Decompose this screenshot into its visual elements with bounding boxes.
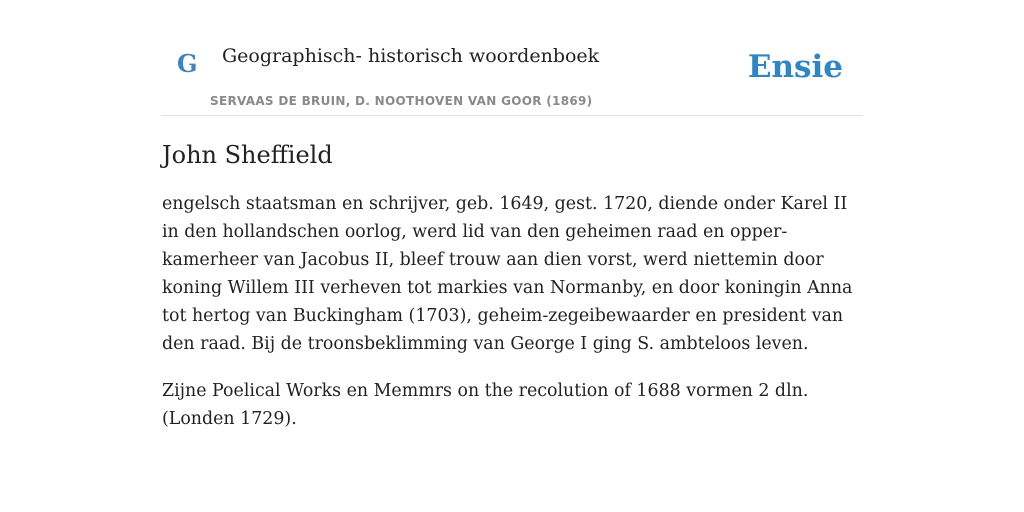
entry-content (162, 138, 862, 452)
book-authors: SERVAAS DE BRUIN, D. NOOTHOVEN VAN GOOR (1869) (210, 94, 593, 108)
entry-title: John Sheffield (162, 141, 333, 169)
ensie-logo-link[interactable]: Ensie (747, 49, 843, 85)
entry-paragraph: Zijne Poelical Works en Memmrs on the recolution of 1688 vormen 2 dln. (Londen 1729). (162, 381, 809, 429)
book-header (162, 0, 862, 116)
entry-paragraph: engelsch staatsman en schrijver, geb. 1649, gest. 1720, diende onder Karel II in den hollandschen oorlog, werd lid van den geheimen raad en opper-kamerheer van Jacobus II, bleef trouw aan dien vorst, werd niettemin door koning Willem III verheven tot markies van Normanby, en door koningin Anna tot hertog van Buckingham (1703), geheim-zegeibewaarder en president van den raad. Bij de troonsbeklimming van George I ging S. ambteloos leven. (162, 194, 853, 354)
entry-body (162, 190, 862, 433)
book-logo-letter[interactable]: G (177, 49, 198, 78)
book-title[interactable]: Geographisch- historisch woordenboek (222, 45, 600, 67)
